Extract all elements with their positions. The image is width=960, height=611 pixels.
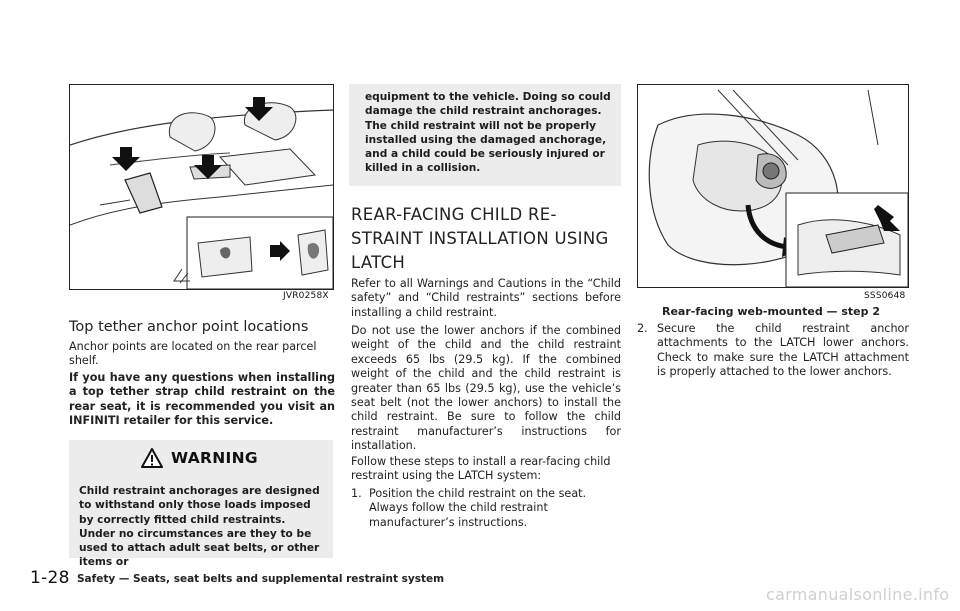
figure-caption: Rear-facing web-mounted — step 2	[662, 305, 880, 318]
anchor-figure	[69, 84, 334, 290]
anchor-points-paragraph: Anchor points are located on the rear parcel shelf.	[69, 340, 317, 368]
warnings-reference-paragraph: Refer to all Warnings and Cautions in the “Child safety” and “Child restraints” sections before installing a child restraint.	[351, 277, 621, 319]
weight-limit-paragraph: Do not use the lower anchors if the combined weight of the child and the child restraint exceeds 65 lbs (29.5 kg). If the combined weight of the child and the child restraint is greater than 65 lbs (29.5 kg), use the vehicle’s seat belt (not the lower anchors) to install the child restraint. Be sure to follow the child restraint manufacturer’s instructions for installation.	[351, 324, 621, 453]
rear-facing-figure	[637, 84, 909, 288]
footer-section-text: Safety — Seats, seat belts and supplemental restraint system	[77, 573, 445, 585]
step-1	[351, 487, 621, 532]
retailer-notice: If you have any questions when installing a top tether strap child restraint on the rear seat, it is recommended you visit an INFINITI retailer for this service.	[69, 371, 335, 428]
figure-id-label-2: SSS0648	[864, 291, 906, 301]
rear-facing-illustration	[638, 85, 908, 287]
warning-triangle-icon	[141, 448, 163, 468]
section-title: Top tether anchor point locations	[69, 319, 309, 335]
warning-continued-box	[349, 84, 621, 186]
page-number: 1-28	[30, 568, 70, 588]
warning-text: Child restraint anchorages are designed to withstand only those loads imposed by correctly fitted child restraints. Under no circumstances are they to be used to attach adult seat belts, or other items or	[79, 485, 320, 569]
figure-id-label: JVR0258X	[283, 291, 329, 301]
warning-box	[69, 440, 333, 569]
step-2-number: 2.	[637, 322, 648, 335]
step-2-text: Secure the child restraint anchor attachments to the LATCH lower anchors. Check to make sure the LATCH attachment is properly attached to the lower anchors.	[657, 322, 909, 379]
anchor-illustration	[70, 85, 333, 289]
watermark: carmanualsonline.info	[766, 585, 950, 604]
step-1-text: Position the child restraint on the seat. Always follow the child restraint manufacturer’s instructions.	[369, 487, 587, 529]
follow-steps-paragraph: Follow these steps to install a rear-facing child restraint using the LATCH system:	[351, 455, 611, 483]
step-1-number: 1.	[351, 487, 362, 500]
warning-continued-text: equipment to the vehicle. Doing so could damage the child restraint anchorages. The child restraint will not be properly installed using the damaged anchorage, and a child could be seriously injured or killed in a collision.	[365, 91, 611, 175]
latch-heading	[351, 203, 621, 275]
step-2	[637, 322, 909, 382]
warning-label: WARNING	[171, 449, 258, 467]
latch-heading-line-3: LATCH	[351, 253, 406, 272]
latch-heading-line-2: STRAINT INSTALLATION USING	[351, 229, 609, 248]
warning-header	[141, 448, 258, 468]
latch-heading-line-1: REAR-FACING CHILD RE-	[351, 205, 557, 224]
